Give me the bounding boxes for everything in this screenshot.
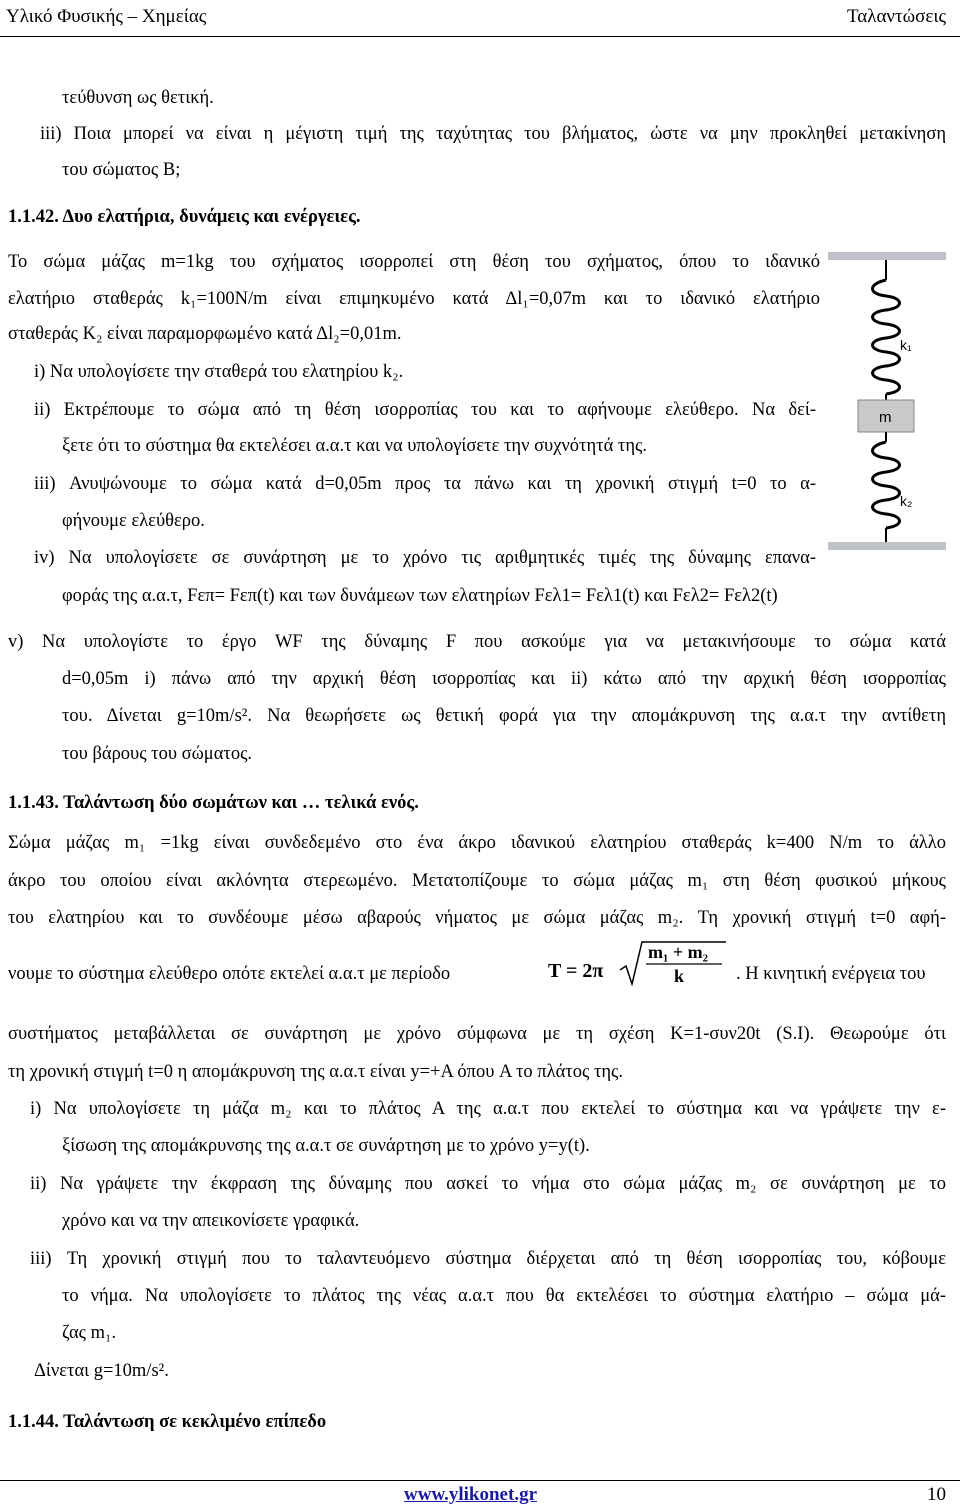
question-v: v) Να υπολογίστε το έργο WF της δύναμης F που ασκούμε για να μετακινήσουμε το σώμα κατά: [8, 632, 946, 652]
spring-mass-figure: [828, 252, 948, 562]
text-line: Σώμα μάζας m₁ =1kg είναι συνδεδεμένο στο ένα άκρο ιδανικού ελατηρίου σταθεράς k=400 N/m το άλλο: [8, 833, 946, 853]
label-m: m: [879, 409, 892, 426]
text-line: φήνουμε ελεύθερο.: [62, 511, 205, 531]
text-line: ξετε ότι το σύστημα θα εκτελέσει α.α.τ και να υπολογίσετε την συχνότητά της.: [62, 436, 647, 456]
page-header: [0, 0, 960, 34]
question-i: i) Να υπολογίσετε την σταθερά του ελατηρίου k₂.: [34, 362, 404, 382]
question-iii: iii) Ανυψώνουμε το σώμα κατά d=0,05m προς τα πάνω και τη χρονική στιγμή t=0 το α-: [34, 474, 816, 494]
question-iv: iv) Να υπολογίσετε σε συνάρτηση με το χρόνο τις αριθμητικές τιμές της δύναμης επανα-: [34, 548, 816, 568]
section-heading-1-1-42: 1.1.42. Δυο ελατήρια, δυνάμεις και ενέργειες.: [8, 207, 361, 227]
text-line: Το σώμα μάζας m=1kg του σχήματος ισορροπεί στη θέση του σχήματος, όπου το ιδανικό: [8, 252, 820, 272]
spring-k1-icon: [873, 280, 900, 394]
question-ii: ii) Εκτρέπουμε το σώμα από τη θέση ισορροπίας του και το αφήνουμε ελεύθερο. Να δεί-: [34, 400, 816, 420]
text-line: ελατήριο σταθεράς k₁=100N/m είναι επιμηκυμένο κατά Δl₁=0,07m και το ιδανικό ελατήριο: [8, 289, 820, 309]
page-number: 10: [927, 1484, 946, 1505]
text-line: τη χρονική στιγμή t=0 η απομάκρυνση της α.α.τ είναι y=+A όπου A το πλάτος της.: [8, 1062, 623, 1082]
text-line: του βάρους του σώματος.: [62, 744, 253, 764]
text-line: iii) Ποια μπορεί να είναι η μέγιστη τιμή της ταχύτητας του βλήματος, ώστε να μην προκληθεί μετακίνηση: [40, 124, 946, 144]
formula-numerator: m₁ + m₂: [648, 942, 709, 962]
text-line: τεύθυνση ως θετική.: [62, 88, 214, 108]
text-line: . Η κινητική ενέργεια του: [736, 964, 926, 984]
text-line: του. Δίνεται g=10m/s². Να θεωρήσετε ως θετική φορά για την απομάκρυνση της α.α.τ την αντίθετη: [62, 706, 946, 726]
text-line: το νήμα. Να υπολογίσετε το πλάτος της νέας α.α.τ που θα εκτελέσει το σύστημα ελατήριο – σώμα μά-: [62, 1286, 946, 1306]
footer-divider: [0, 1480, 960, 1481]
text-line: φοράς της α.α.τ, Fεπ= Fεπ(t) και των δυνάμεων των ελατηρίων Fελ1= Fελ1(t) και Fελ2= Fελ2(t): [62, 586, 778, 606]
header-divider: [0, 36, 960, 37]
footer-website-link[interactable]: www.ylikonet.gr: [404, 1484, 537, 1505]
label-k2: k₂: [900, 493, 913, 509]
label-k1: k₁: [900, 337, 912, 353]
text-line: χρόνο και να την απεικονίσετε γραφικά.: [62, 1211, 360, 1231]
text-line: d=0,05m i) πάνω από την αρχική θέση ισορροπίας και ii) κάτω από την αρχική θέση ισορροπίας: [62, 669, 946, 689]
question-iii: iii) Τη χρονική στιγμή που το ταλαντευόμενο σύστημα διέρχεται από τη θέση ισορροπίας του, κόβουμε: [30, 1249, 946, 1269]
section-heading-1-1-44: 1.1.44. Ταλάντωση σε κεκλιμένο επίπεδο: [8, 1412, 327, 1432]
header-chapter: Ταλαντώσεις: [846, 6, 946, 27]
bottom-floor: [828, 542, 946, 550]
given-values: Δίνεται g=10m/s².: [34, 1361, 169, 1381]
question-ii: ii) Να γράψετε την έκφραση της δύναμης που ασκεί το νήμα στο σώμα μάζας m₂ σε συνάρτηση με το: [30, 1174, 946, 1194]
period-formula: [548, 936, 738, 986]
text-line: νουμε το σύστημα ελεύθερο οπότε εκτελεί α.α.τ με περίοδο: [8, 964, 451, 984]
text-line: του σώματος Β;: [62, 160, 181, 180]
spring-k2-icon: [873, 442, 900, 528]
text-line: άκρο του οποίου είναι ακλόνητα στερεωμένο. Μετατοπίζουμε το σώμα μάζας m₁ στη θέση φυσικού μήκους: [8, 871, 946, 891]
formula-lhs: T = 2π: [548, 960, 604, 982]
text-line: ξίσωση της απομάκρυνσης της α.α.τ σε συνάρτηση με το χρόνο y=y(t).: [62, 1136, 590, 1156]
formula-denominator: k: [674, 966, 685, 986]
question-i: i) Να υπολογίσετε τη μάζα m₂ και το πλάτος Α της α.α.τ που εκτελεί το σύστημα και να γράψετε την ε-: [30, 1099, 946, 1119]
text-line: σταθεράς Κ₂ είναι παραμορφωμένο κατά Δl₂=0,01m.: [8, 324, 402, 344]
header-subject: Υλικό Φυσικής – Χημείας: [6, 6, 207, 27]
text-line: του ελατηρίου και το συνδέουμε μέσω αβαρούς νήματος με σώμα μάζας m₂. Τη χρονική στιγμή t=0 αφή-: [8, 908, 946, 928]
text-line: συστήματος μεταβάλλεται σε συνάρτηση με χρόνο σύμφωνα με τη σχέση K=1-συν20t (S.I). Θεωρούμε ότι: [8, 1024, 946, 1044]
text-line: ζας m₁.: [62, 1323, 117, 1343]
top-ceiling: [828, 252, 946, 260]
section-heading-1-1-43: 1.1.43. Ταλάντωση δύο σωμάτων και … τελικά ενός.: [8, 793, 419, 813]
